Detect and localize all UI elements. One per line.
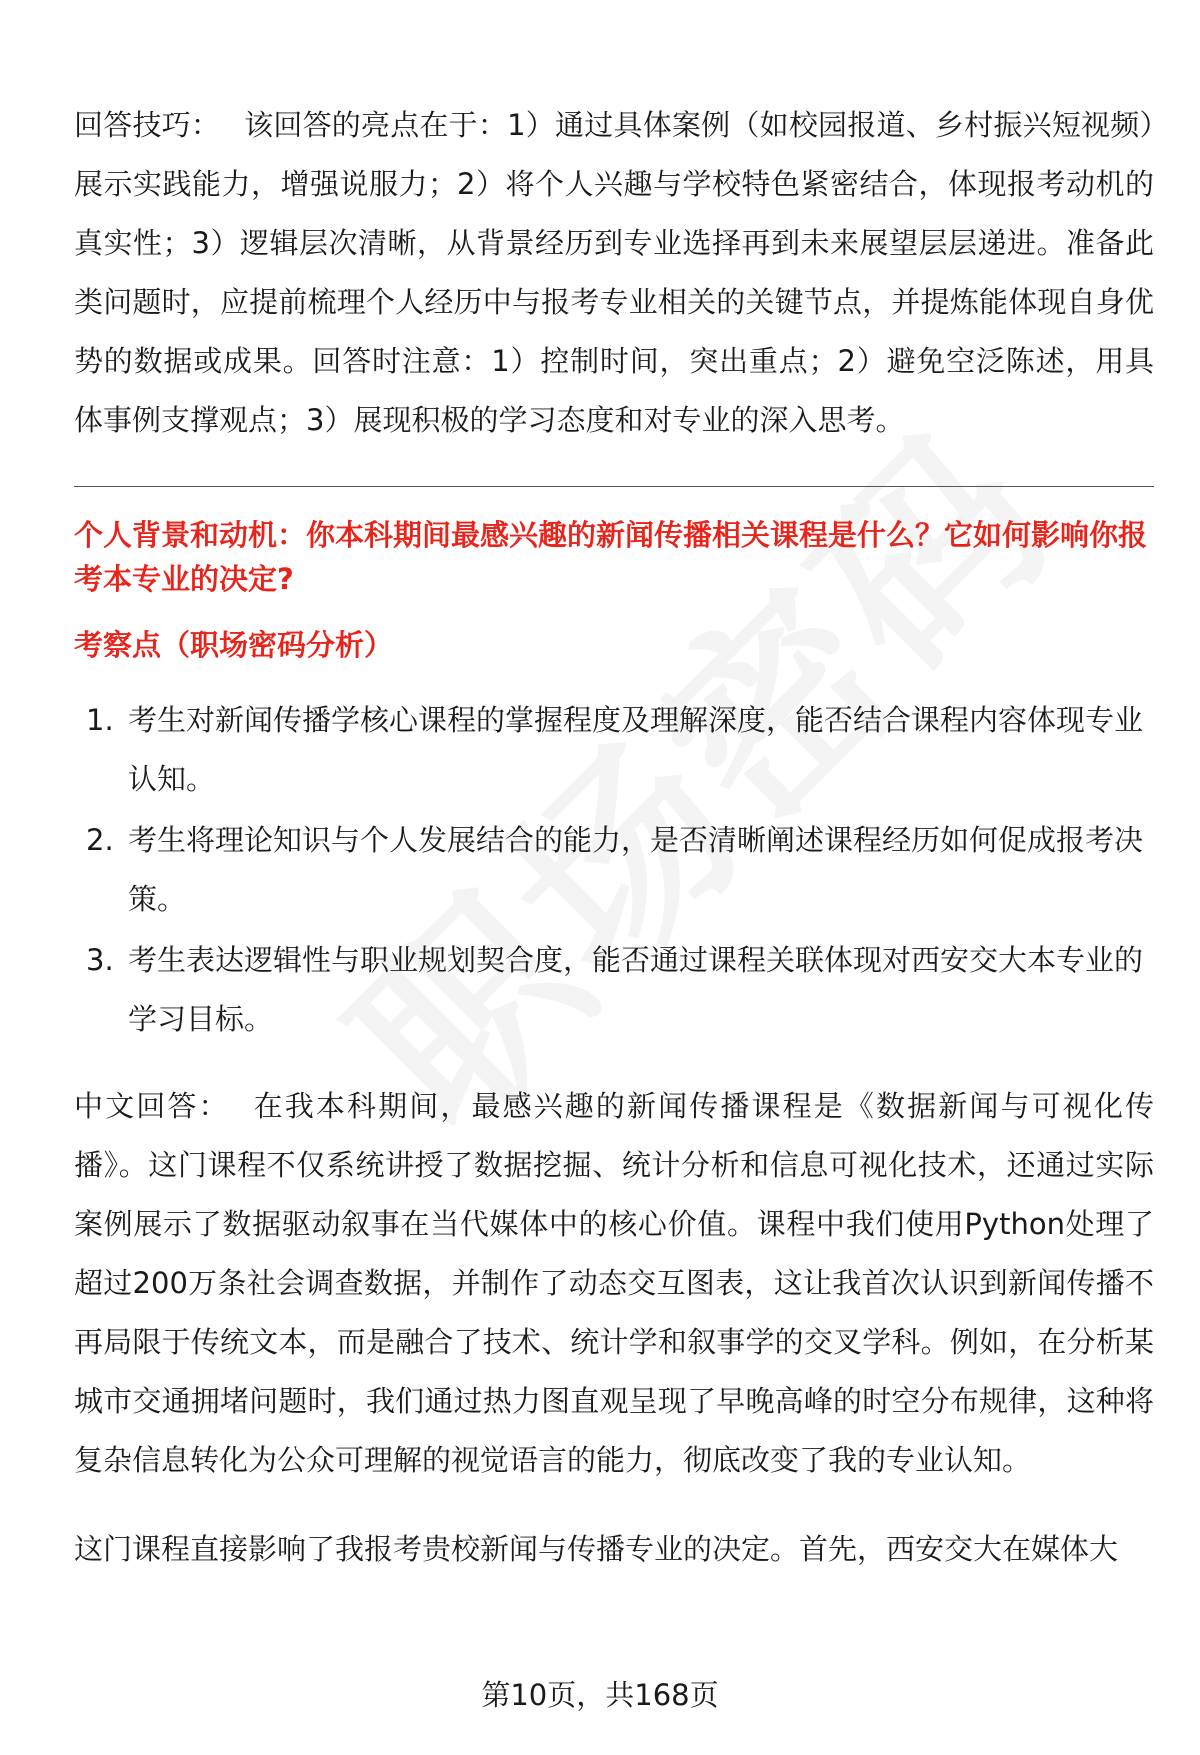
focus-list — [74, 691, 1154, 1049]
answer-continuation-paragraph: 这门课程直接影响了我报考贵校新闻与传播专业的决定。首先，西安交大在媒体大 — [74, 1532, 1119, 1566]
section-divider — [74, 486, 1154, 487]
list-item — [74, 811, 1154, 929]
page-number-footer: 第10页，共168页 — [481, 1678, 719, 1712]
list-item — [74, 691, 1154, 809]
list-item-text: 考生对新闻传播学核心课程的掌握程度及理解深度，能否结合课程内容体现专业认知。 — [128, 703, 1144, 796]
list-item-text: 考生将理论知识与个人发展结合的能力，是否清晰阐述课程经历如何促成报考决策。 — [128, 823, 1144, 916]
chinese-answer-label: 中文回答： — [74, 1089, 230, 1123]
interview-question: 个人背景和动机：你本科期间最感兴趣的新闻传播相关课程是什么？它如何影响你报考本专业的决定? — [74, 518, 1148, 596]
answer-tips-paragraph — [74, 96, 1154, 450]
document-page — [74, 96, 1154, 1579]
chinese-answer-paragraph — [74, 1077, 1154, 1490]
list-item-number: 3. — [86, 943, 114, 977]
list-item — [74, 931, 1154, 1049]
list-item-number: 2. — [86, 823, 114, 857]
list-item-text: 考生表达逻辑性与职业规划契合度，能否通过课程关联体现对西安交大本专业的学习目标。 — [128, 943, 1144, 1036]
answer-tips-text: 该回答的亮点在于：1）通过具体案例（如校园报道、乡村振兴短视频）展示实践能力，增强说服力；2）将个人兴趣与学校特色紧密结合，体现报考动机的真实性；3）逻辑层次清晰，从背景经历到专业选择再到未来展望层层递进。准备此类问题时，应提前梳理个人经历中与报考专业相关的关键节点，并提炼能体现自身优势的数据或成果。回答时注意：1）控制时间，突出重点；2）避免空泛陈述，用具体事例支撑观点；3）展现积极的学习态度和对专业的深入思考。 — [74, 108, 1154, 437]
focus-heading: 考察点（职场密码分析） — [74, 628, 394, 662]
chinese-answer-text: 在我本科期间，最感兴趣的新闻传播课程是《数据新闻与可视化传播》。这门课程不仅系统讲授了数据挖掘、统计分析和信息可视化技术，还通过实际案例展示了数据驱动叙事在当代媒体中的核心价值。课程中我们使用Python处理了超过200万条社会调查数据，并制作了动态交互图表，这让我首次认识到新闻传播不再局限于传统文本，而是融合了技术、统计学和叙事学的交叉学科。例如，在分析某城市交通拥堵问题时，我们通过热力图直观呈现了早晚高峰的时空分布规律，这种将复杂信息转化为公众可理解的视觉语言的能力，彻底改变了我的专业认知。 — [74, 1089, 1154, 1477]
list-item-number: 1. — [86, 703, 114, 737]
answer-tips-label: 回答技巧： — [74, 108, 221, 142]
